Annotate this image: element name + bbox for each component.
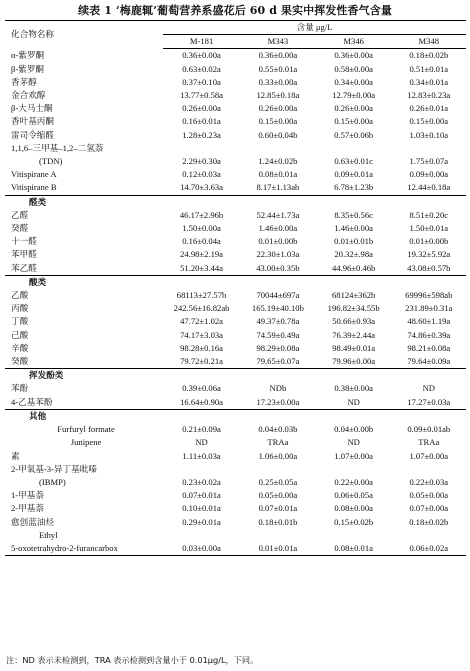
- content-value: [392, 529, 466, 542]
- section-row: [5, 409, 466, 423]
- content-value: 0.29±0.01a: [182, 516, 221, 527]
- content-value: 22.30±1.03a: [256, 249, 300, 260]
- content-value: 98.29±0.08a: [256, 342, 300, 353]
- table-row: [5, 436, 466, 449]
- content-value: 51.20±3.44a: [180, 262, 223, 273]
- content-value: 68124±362b: [331, 290, 376, 301]
- content-value: 0.08±0.01a: [316, 542, 392, 556]
- table-row: [5, 396, 466, 410]
- content-value: 0.58±0.00a: [334, 63, 373, 74]
- content-value: 98.28±0.16a: [180, 342, 223, 353]
- table-row: [5, 262, 466, 276]
- compound-name: 十一醛: [11, 236, 37, 247]
- table-row: [5, 115, 466, 128]
- content-value: 0.08±0.00a: [334, 503, 373, 514]
- content-value: 76.39±2.44a: [332, 329, 376, 340]
- content-value: 8.35±0.56c: [334, 209, 373, 220]
- compound-name: Junipene: [70, 437, 102, 448]
- content-value: 0.16±0.01a: [182, 116, 221, 127]
- content-value: 0.51±0.01a: [409, 63, 449, 74]
- content-value: 0.23±0.02a: [182, 476, 221, 487]
- content-value: 0.33±0.00a: [258, 76, 298, 87]
- content-value: 1.50±0.01a: [409, 223, 449, 234]
- table-row: [5, 315, 466, 328]
- content-value: TRAa: [267, 437, 289, 448]
- compound-name: Vitispirane B: [11, 182, 57, 193]
- compound-name: 乙醛: [11, 209, 29, 220]
- footnote: 注：ND 表示未检测到，TRA 表示检测到含量小于 0.01μg/L，下同。: [6, 655, 259, 665]
- content-value: 0.57±0.06b: [334, 129, 374, 140]
- content-value: 52.44±1.73a: [256, 209, 300, 220]
- content-value: [163, 463, 240, 476]
- compound-name: 5-oxotetrahydro-2-furancarbox: [5, 542, 163, 556]
- content-value: 1.07±0.00a: [409, 450, 449, 461]
- content-value: 0.18±0.02b: [409, 50, 449, 61]
- content-value: ND: [347, 396, 360, 407]
- content-value: 49.37±0.78a: [256, 316, 300, 327]
- content-value: 12.44±0.18a: [407, 182, 451, 193]
- content-value: 0.05±0.00a: [409, 490, 449, 501]
- compound-name: 金合欢醇: [11, 90, 46, 101]
- content-value: ND: [422, 383, 435, 394]
- content-value: 0.01±0.00b: [258, 236, 298, 247]
- table-row: [5, 382, 466, 395]
- content-value: 70044±697a: [256, 290, 300, 301]
- content-value: 0.18±0.01b: [258, 516, 298, 527]
- content-value: 0.15±0.02b: [334, 516, 374, 527]
- content-value: 0.06±0.02a: [392, 542, 466, 556]
- compound-name: 1,1,6–三甲基–1,2–二氢萘: [11, 142, 104, 153]
- content-value: 47.72±1.02a: [180, 316, 223, 327]
- content-header: 含量 μg/L: [163, 21, 466, 35]
- content-value: 12.79±0.00a: [332, 90, 376, 101]
- content-value: 1.75±0.07a: [409, 156, 449, 167]
- content-value: 0.01±0.01b: [334, 236, 374, 247]
- aroma-table: [5, 20, 466, 556]
- content-value: 0.55±0.01a: [258, 63, 298, 74]
- content-value: ND: [347, 437, 360, 448]
- content-value: 79.72±0.21a: [180, 356, 223, 367]
- table-row: [5, 181, 466, 195]
- compound-name: β-大马士酮: [11, 103, 53, 114]
- compound-name: 乙酸: [11, 290, 29, 301]
- table-row: [5, 129, 466, 142]
- table-row: [5, 63, 466, 76]
- compound-name: 1-甲基萘: [11, 490, 44, 501]
- content-value: 8.17±1.13ab: [256, 182, 300, 193]
- table-row: [5, 102, 466, 115]
- compound-name: 丁酸: [11, 316, 29, 327]
- content-value: 1.07±0.00a: [334, 450, 373, 461]
- content-value: [316, 529, 392, 542]
- compound-name: 愈创蓝油烃: [11, 516, 54, 527]
- content-value: 0.26±0.01a: [409, 103, 449, 114]
- compound-name: 辛酸: [11, 342, 29, 353]
- content-value: 0.60±0.04b: [258, 129, 298, 140]
- content-value: 1.11±0.03a: [182, 450, 221, 461]
- content-value: 0.22±0.03a: [409, 476, 449, 487]
- content-value: 46.17±2.96b: [179, 209, 224, 220]
- content-value: 1.03±0.10a: [409, 129, 449, 140]
- table-row: [5, 463, 466, 476]
- content-value: 0.21±0.09a: [182, 424, 221, 435]
- content-value: 0.04±0.00b: [334, 424, 374, 435]
- content-value: 242.56±16.82ab: [173, 303, 230, 314]
- compound-name: 香茅醇: [11, 76, 37, 87]
- content-value: 79.96±0.00a: [332, 356, 376, 367]
- content-value: 0.38±0.00a: [334, 383, 373, 394]
- content-value: 13.77±0.58a: [180, 90, 223, 101]
- content-value: 0.63±0.01c: [334, 156, 373, 167]
- content-value: 0.04±0.03b: [258, 424, 298, 435]
- content-value: 0.15±0.00a: [258, 116, 298, 127]
- content-value: 0.34±0.00a: [334, 76, 373, 87]
- compound-name: α-紫罗酮: [11, 50, 45, 61]
- content-value: 165.19±40.10b: [251, 303, 304, 314]
- table-row: [5, 155, 466, 168]
- table-row: [5, 222, 466, 235]
- compound-name: Ethyl: [39, 529, 58, 540]
- table-row: [5, 450, 466, 463]
- compound-name: (TDN): [39, 156, 63, 167]
- content-value: 0.63±0.02a: [182, 63, 221, 74]
- content-value: 0.01±0.01a: [240, 542, 316, 556]
- content-value: [240, 142, 316, 155]
- content-value: TRAa: [418, 437, 440, 448]
- content-value: 79.65±0.07a: [256, 356, 300, 367]
- content-value: 0.36±0.00a: [258, 50, 298, 61]
- table-row: [5, 209, 466, 222]
- content-value: 0.10±0.01a: [182, 503, 221, 514]
- content-value: [392, 463, 466, 476]
- content-value: 0.07±0.01a: [182, 490, 221, 501]
- compound-name: 癸醛: [11, 223, 29, 234]
- content-value: 6.78±1.23b: [334, 182, 374, 193]
- content-value: 17.23±0.00a: [256, 396, 300, 407]
- compound-name: 苯酚: [11, 383, 29, 394]
- compound-name: (IBMP): [39, 476, 66, 487]
- table-row: [5, 542, 466, 556]
- content-value: 50.66±0.93a: [332, 316, 376, 327]
- content-value: 0.25±0.05a: [258, 476, 298, 487]
- content-value: 44.96±0.46b: [331, 262, 376, 273]
- content-value: 0.15±0.00a: [334, 116, 373, 127]
- section-row: [5, 195, 466, 209]
- content-value: ND: [195, 437, 208, 448]
- content-value: 17.27±0.03a: [407, 396, 451, 407]
- content-value: [392, 142, 466, 155]
- compound-name: 香叶基丙酮: [11, 116, 54, 127]
- compound-name: 2-甲氧基-3-异丁基吡嗪: [11, 463, 97, 474]
- content-value: [163, 529, 240, 542]
- table-row: [5, 516, 466, 529]
- content-value: 1.06±0.00a: [258, 450, 298, 461]
- compound-name: 4-乙基苯酚: [11, 396, 53, 407]
- content-value: NDb: [269, 383, 287, 394]
- table-row: [5, 329, 466, 342]
- section-row: [5, 275, 466, 289]
- section-title: 挥发酚类: [5, 369, 466, 383]
- content-value: 8.51±0.20c: [409, 209, 449, 220]
- content-value: [316, 463, 392, 476]
- table-row: [5, 168, 466, 181]
- compound-name: 雷司令缩醛: [11, 129, 54, 140]
- content-value: 1.24±0.02b: [258, 156, 298, 167]
- table-row: [5, 489, 466, 502]
- content-value: 68113±27.57b: [176, 290, 227, 301]
- content-value: 2.29±0.30a: [182, 156, 221, 167]
- table-row: [5, 423, 466, 436]
- table-row: [5, 355, 466, 369]
- content-value: 20.32±.98a: [334, 249, 373, 260]
- table-row: [5, 248, 466, 261]
- table-row: [5, 289, 466, 302]
- content-value: [316, 142, 392, 155]
- table-body: [5, 21, 466, 556]
- column-header: M-181: [163, 35, 240, 49]
- compound-name: 癸酸: [11, 356, 29, 367]
- compound-header: 化合物名称: [5, 21, 163, 49]
- content-value: 0.18±0.02b: [409, 516, 449, 527]
- content-value: 1.28±0.23a: [182, 129, 221, 140]
- content-value: 0.34±0.01a: [409, 76, 449, 87]
- header-row-1: [5, 21, 466, 35]
- content-value: 74.59±0.49a: [256, 329, 300, 340]
- content-value: 0.05±0.00a: [258, 490, 298, 501]
- content-value: [240, 529, 316, 542]
- content-value: 0.01±0.00b: [409, 236, 449, 247]
- table-row: [5, 502, 466, 515]
- content-value: 0.26±0.00a: [334, 103, 373, 114]
- content-value: 0.15±0.00a: [409, 116, 449, 127]
- compound-name: β-紫罗酮: [11, 63, 45, 74]
- compound-name: 苯甲醛: [11, 249, 37, 260]
- compound-name: 苯乙醛: [11, 262, 37, 273]
- content-value: 12.83±0.23a: [407, 90, 451, 101]
- content-value: 0.36±0.00a: [182, 50, 221, 61]
- column-header: M346: [316, 35, 392, 49]
- content-value: 14.70±3.63a: [180, 182, 223, 193]
- content-value: 74.17±3.03a: [180, 329, 223, 340]
- compound-name: 2-甲基萘: [11, 503, 44, 514]
- content-value: 69996±598ab: [405, 290, 453, 301]
- content-value: 1.46±0.00a: [258, 223, 298, 234]
- section-row: [5, 369, 466, 383]
- content-value: 0.37±0.10a: [182, 76, 221, 87]
- content-value: 0.06±0.05a: [334, 490, 373, 501]
- table-row: [5, 342, 466, 355]
- column-header: M343: [240, 35, 316, 49]
- content-value: [163, 142, 240, 155]
- content-value: 43.00±0.35b: [256, 262, 300, 273]
- content-value: 0.26±0.00a: [182, 103, 221, 114]
- content-value: 48.60±1.19a: [407, 316, 451, 327]
- column-header: M348: [392, 35, 466, 49]
- compound-name: 己酸: [11, 329, 29, 340]
- content-value: 0.39±0.06a: [182, 383, 221, 394]
- content-value: 19.32±5.92a: [407, 249, 451, 260]
- content-value: 231.89±0.31a: [405, 303, 453, 314]
- table-row: [5, 529, 466, 542]
- compound-name: Vitispirane A: [11, 169, 57, 180]
- content-value: 0.09±0.01ab: [407, 424, 451, 435]
- section-title: 醛类: [5, 195, 466, 209]
- content-value: 196.82±34.55b: [327, 303, 380, 314]
- content-value: 0.03±0.00a: [163, 542, 240, 556]
- content-value: 79.64±0.09a: [407, 356, 451, 367]
- table-row: [5, 89, 466, 102]
- table-row: [5, 476, 466, 489]
- content-value: [240, 463, 316, 476]
- content-value: 0.07±0.00a: [409, 503, 449, 514]
- content-value: 98.21±0.08a: [407, 342, 451, 353]
- content-value: 0.09±0.00a: [409, 169, 449, 180]
- compound-name: 素: [11, 450, 20, 461]
- content-value: 0.22±0.00a: [334, 476, 373, 487]
- content-value: 1.46±0.00a: [334, 223, 373, 234]
- table-row: [5, 302, 466, 315]
- table-row: [5, 76, 466, 89]
- content-value: 0.36±0.00a: [334, 50, 373, 61]
- content-value: 16.64±0.90a: [180, 396, 223, 407]
- content-value: 24.98±2.19a: [180, 249, 223, 260]
- compound-name: 丙酸: [11, 303, 29, 314]
- content-value: 1.50±0.00a: [182, 223, 221, 234]
- section-title: 酸类: [5, 275, 466, 289]
- content-value: 0.16±0.04a: [182, 236, 221, 247]
- content-value: 0.07±0.01a: [258, 503, 298, 514]
- content-value: 12.85±0.18a: [256, 90, 300, 101]
- content-value: 43.08±0.57b: [407, 262, 451, 273]
- content-value: 0.09±0.01a: [334, 169, 373, 180]
- content-value: 0.12±0.03a: [182, 169, 221, 180]
- table-row: [5, 142, 466, 155]
- compound-name: Furfuryl formate: [57, 424, 115, 435]
- table-row: [5, 235, 466, 248]
- content-value: 0.08±0.01a: [258, 169, 298, 180]
- content-value: 98.49±0.01a: [332, 342, 376, 353]
- table-title: 续表 1 ‘梅鹿辄’葡萄营养系盛花后 60 d 果实中挥发性香气含量: [78, 4, 392, 17]
- content-value: 0.26±0.00a: [258, 103, 298, 114]
- table-row: [5, 49, 466, 63]
- content-value: 74.86±0.39a: [407, 329, 451, 340]
- section-title: 其他: [5, 409, 466, 423]
